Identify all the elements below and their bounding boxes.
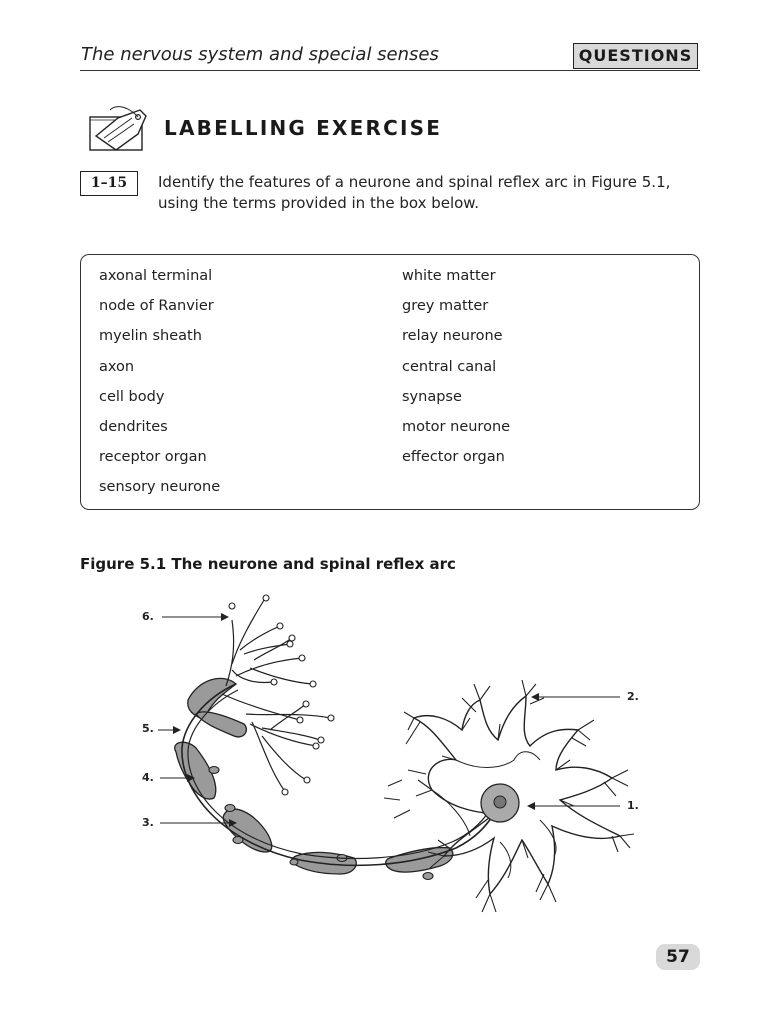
term-item: central canal (402, 358, 497, 375)
header-rule (80, 70, 700, 71)
terms-left-column (99, 265, 220, 507)
chapter-title: The nervous system and special senses (81, 44, 439, 65)
nucleolus (494, 796, 506, 808)
term-item: axonal terminal (99, 268, 213, 284)
question-range-badge: 1–15 (80, 171, 138, 196)
term-item: relay neurone (402, 328, 503, 345)
term-item: effector organ (402, 449, 505, 466)
terms-box (80, 254, 700, 510)
label-5: 5. (142, 722, 154, 735)
questions-badge: QUESTIONS (573, 43, 698, 69)
term-item: grey matter (402, 298, 489, 315)
term-item: white matter (402, 268, 496, 284)
figure-caption: Figure 5.1 The neurone and spinal reflex arc (80, 555, 456, 573)
term-item: sensory neurone (99, 479, 221, 496)
page-number: 57 (656, 944, 700, 970)
term-item: motor neurone (402, 418, 511, 435)
neurone-diagram (0, 585, 768, 930)
tag-icon (88, 104, 150, 154)
instructions-text: Identify the features of a neurone and spinal reflex arc in Figure 5.1, using the terms provided in the box below. (158, 173, 671, 212)
section-title: LABELLING EXERCISE (164, 116, 443, 140)
term-item: synapse (402, 388, 462, 405)
label-6: 6. (142, 610, 154, 623)
myelin-sheath (175, 678, 453, 874)
term-item: axon (99, 358, 135, 375)
label-1: 1. (627, 799, 639, 812)
terms-right-column (402, 265, 510, 476)
axonal-terminal-branches (222, 600, 330, 790)
label-3: 3. (142, 816, 154, 829)
axon (182, 684, 494, 865)
term-item: cell body (99, 388, 165, 405)
label-4: 4. (142, 771, 154, 784)
term-item: dendrites (99, 418, 168, 435)
terminal-bulbs (229, 595, 334, 795)
label-2: 2. (627, 690, 639, 703)
term-item: receptor organ (99, 449, 207, 466)
term-item: myelin sheath (99, 328, 202, 345)
term-item: node of Ranvier (99, 298, 214, 315)
